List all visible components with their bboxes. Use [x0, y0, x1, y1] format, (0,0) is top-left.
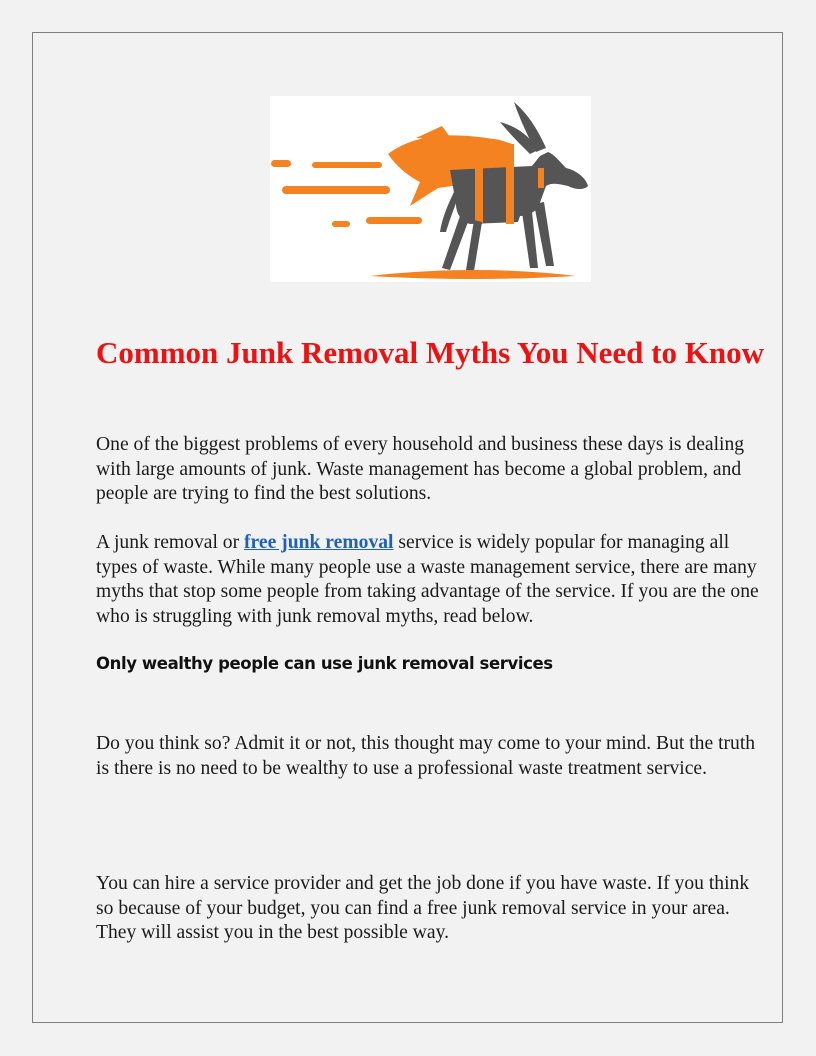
free-junk-removal-link[interactable]: free junk removal [244, 532, 394, 553]
service-paragraph-text-start: A junk removal or [96, 532, 245, 553]
article-title: Common Junk Removal Myths You Need to Know [96, 335, 764, 370]
service-paragraph-text-end: service is widely popular for managing all types of waste. While many people use a waste management service, there are many myths that stop some people from taking advantage of the service. If you are the one who is struggling with junk removal myths, read below. [96, 532, 759, 627]
service-paragraph [96, 531, 771, 629]
myth-answer-paragraph: Do you think so? Admit it or not, this thought may come to your mind. But the truth is there is no need to be wealthy to use a professional waste treatment service. [96, 733, 756, 779]
rocket-donkey-logo-icon [270, 96, 591, 282]
logo-image [270, 96, 591, 282]
budget-paragraph: You can hire a service provider and get the job done if you have waste. If you think so because of your budget, you can find a free junk removal service in your area. They will assist you in the best possible way. [96, 873, 750, 943]
myth-subheading: Only wealthy people can use junk removal services [96, 654, 553, 673]
intro-paragraph: One of the biggest problems of every household and business these days is dealing with large amounts of junk. Waste management has become a global problem, and people are trying to find the best solutions. [96, 434, 745, 504]
